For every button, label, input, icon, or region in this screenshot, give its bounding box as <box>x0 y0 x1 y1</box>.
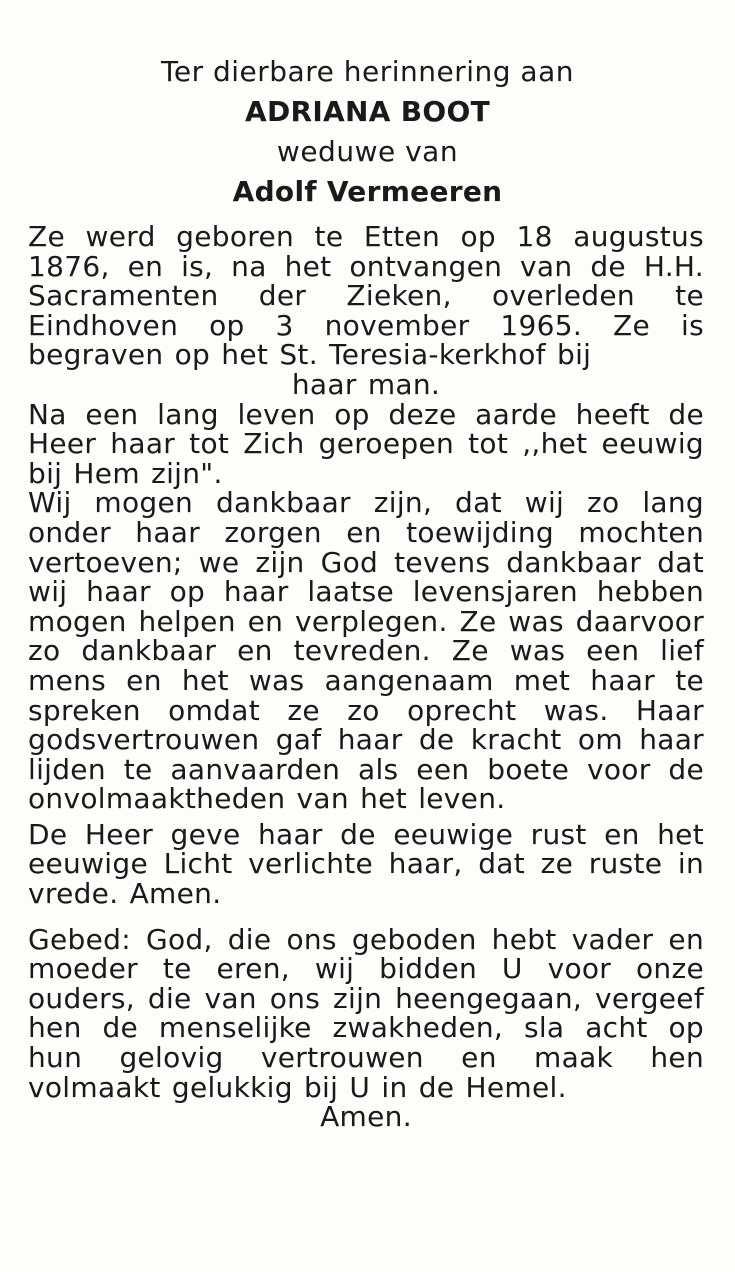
biography-paragraph-end: haar man. <box>291 367 441 401</box>
prayer-amen: Amen. <box>320 1100 412 1134</box>
gratitude-paragraph: Wij mogen dankbaar zijn, dat wij zo lang onder haar zorgen en toewijding mochten vertoeven; we zijn God tevens dankbaar dat wij haar op haar laatse levensjaren hebben mogen helpen en verplegen. Ze was daarvoor zo dankbaar en tevreden. Ze was een lief mens en het was aangenaam met haar te spreken omdat ze zo oprecht was. Haar godsvertrouwen gaf haar de kracht om haar lijden te aanvaarden als een boete voor de onvolmaaktheden van het leven. <box>28 486 704 816</box>
widow-of-line: weduwe van <box>276 135 459 168</box>
dedication-line: Ter dierbare herinnering aan <box>161 55 574 88</box>
card-body <box>28 222 704 1132</box>
blessing-paragraph: De Heer geve haar de eeuwige rust en het eeuwige Licht verlichte haar, dat ze ruste in vrede. Amen. <box>28 817 704 911</box>
biography-paragraph: Ze werd geboren te Etten op 18 augustus 1876, en is, na het ontvangen van de H.H. Sacramenten der Zieken, overleden te Eindhoven op 3 november 1965. Ze is begraven op het St. Teresia-kerkhof bij <box>28 220 704 372</box>
reflection-paragraph: Na een lang leven op deze aarde heeft de Heer haar tot Zich geroepen tot ,,het eeuwig bij Hem zijn". <box>28 397 704 490</box>
spouse-name: Adolf Vermeeren <box>232 175 503 208</box>
card-header <box>0 52 735 212</box>
deceased-name: ADRIANA BOOT <box>244 95 491 128</box>
prayer-paragraph: Gebed: God, die ons geboden hebt vader en moeder te eren, wij bidden U voor onze ouders, die van ons zijn heengegaan, vergeef hen de menselijke zwakheden, sla acht op hun gelovig vertrouwen en maak hen volmaakt gelukkig bij U in de Hemel. <box>28 922 704 1104</box>
